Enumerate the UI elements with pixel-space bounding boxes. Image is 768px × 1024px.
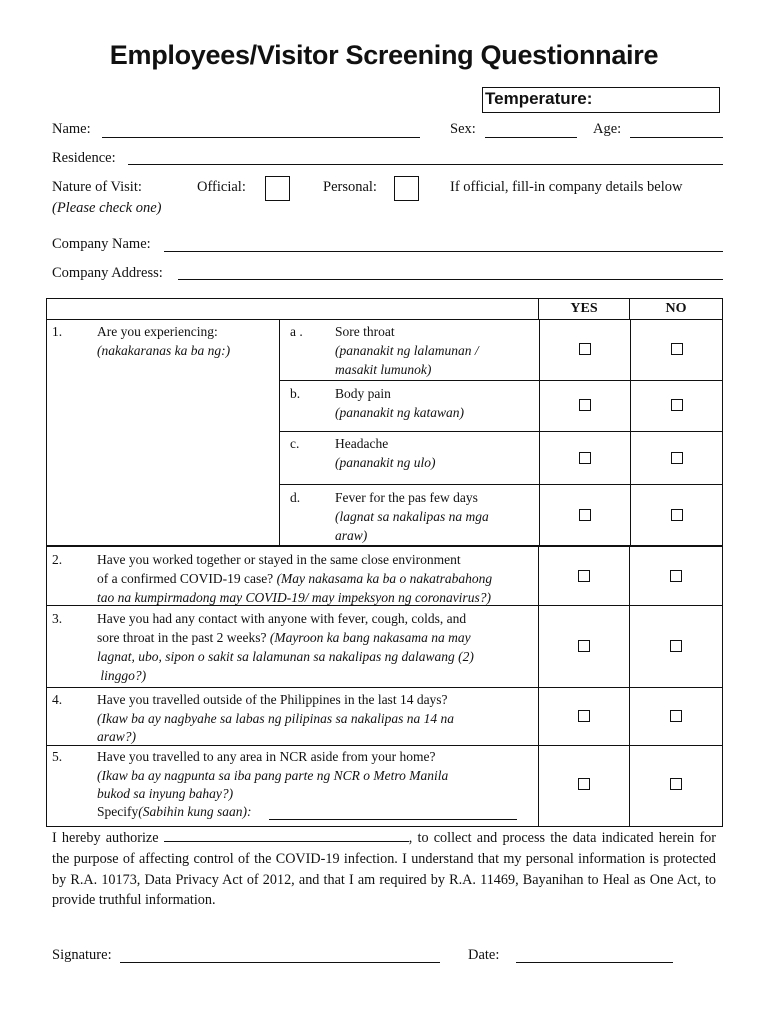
residence-field[interactable] xyxy=(128,164,723,165)
subitem-a-yes-cell xyxy=(539,320,630,380)
authorize-blank-field[interactable] xyxy=(164,828,409,842)
temperature-field[interactable] xyxy=(482,87,720,113)
question-1-text-tl: (nakakaranas ka ba ng:) xyxy=(97,343,231,358)
question-4-line1: Have you travelled outside of the Philippines in the last 14 days? xyxy=(97,692,448,707)
question-5-yes-checkbox[interactable] xyxy=(578,778,590,790)
consent-part-1: I hereby authorize xyxy=(52,830,159,846)
subitem-d xyxy=(280,484,722,546)
question-4-line2: (Ikaw ba ay nagbyahe sa labas ng pilipinas sa nakalipas na 14 na xyxy=(97,711,454,726)
subitem-b-text: Body pain xyxy=(335,386,391,401)
question-5-line2: (Ikaw ba ay nagpunta sa iba pang parte ng NCR o Metro Manila xyxy=(97,768,449,783)
question-3-line2 xyxy=(97,628,471,647)
question-3-line1: Have you had any contact with anyone with fever, cough, colds, and xyxy=(97,611,467,626)
question-3-line4: linggo?) xyxy=(97,668,147,683)
subitem-a-no-checkbox[interactable] xyxy=(671,343,683,355)
date-label: Date: xyxy=(468,947,500,963)
official-label: Official: xyxy=(197,179,246,195)
question-5-yes-cell xyxy=(538,746,629,826)
question-3-line2-en: sore throat in the past 2 weeks? xyxy=(97,630,270,645)
sex-label: Sex: xyxy=(450,121,476,137)
age-label: Age: xyxy=(593,121,622,137)
question-2-line2-en: of a confirmed COVID-19 case? xyxy=(97,571,277,586)
company-name-label: Company Name: xyxy=(52,236,151,252)
subitem-d-yes-checkbox[interactable] xyxy=(579,509,591,521)
subitem-b-text-tl: (pananakit ng katawan) xyxy=(335,405,464,420)
signature-field[interactable] xyxy=(120,962,440,963)
company-address-field[interactable] xyxy=(178,279,723,280)
check-one-note: (Please check one) xyxy=(52,200,162,216)
official-checkbox[interactable] xyxy=(265,176,290,201)
question-1-subitems xyxy=(279,320,722,545)
question-2-line2-tl: (May nakasama ka ba o nakatrabahong xyxy=(276,571,493,586)
subitem-d-no-cell xyxy=(630,485,723,546)
question-5-no-cell xyxy=(629,746,722,826)
subitem-b-yes-checkbox[interactable] xyxy=(579,399,591,411)
question-5-specify xyxy=(97,802,251,821)
question-5-no-checkbox[interactable] xyxy=(670,778,682,790)
question-4-no-cell xyxy=(629,688,722,745)
nature-of-visit-label: Nature of Visit: xyxy=(52,179,142,195)
name-field[interactable] xyxy=(102,137,420,138)
subitem-c-yes-cell xyxy=(539,432,630,485)
consent-part-2: , to collect and process the data indicated herein for the purpose of affecting control of the COVID-19 infection. I understand that my personal information is protected by R.A. 10173, Data Privacy Act of 2012, and that I am required by R.A. 11469, Bayanihan to Heal as One Act, to provide truthful information. xyxy=(52,830,717,909)
question-3-no-checkbox[interactable] xyxy=(670,640,682,652)
subitem-c-no-checkbox[interactable] xyxy=(671,452,683,464)
question-2-no-cell xyxy=(629,547,722,605)
subitem-a-yes-checkbox[interactable] xyxy=(579,343,591,355)
personal-checkbox[interactable] xyxy=(394,176,419,201)
table-header-row xyxy=(47,299,722,319)
question-5-line1: Have you travelled to any area in NCR aside from your home? xyxy=(97,749,436,764)
subitem-d-no-checkbox[interactable] xyxy=(671,509,683,521)
subitem-d-yes-cell xyxy=(539,485,630,546)
question-3-yes-cell xyxy=(538,606,629,687)
question-4-yes-cell xyxy=(538,688,629,745)
question-3-row xyxy=(47,605,722,687)
subitem-b xyxy=(280,380,722,432)
date-field[interactable] xyxy=(516,962,673,963)
question-3-number: 3. xyxy=(52,611,63,626)
subitem-c-text-tl: (pananakit ng ulo) xyxy=(335,455,436,470)
subitem-b-yes-cell xyxy=(539,381,630,432)
question-2-line3: tao na kumpirmadong may COVID-19/ may impeksyon ng coronavirus?) xyxy=(97,590,491,605)
question-1-row xyxy=(47,319,722,545)
question-1-number: 1. xyxy=(52,324,63,339)
age-field[interactable] xyxy=(630,137,723,138)
question-4-row xyxy=(47,687,722,745)
subitem-a-text-tl: (pananakit ng lalamunan / masakit lumunok) xyxy=(335,343,479,377)
subitem-b-no-cell xyxy=(630,381,723,432)
subitem-c-letter: c. xyxy=(290,436,300,451)
question-2-line2 xyxy=(97,569,492,588)
question-5-specify-label: Specify xyxy=(97,804,139,819)
question-2-yes-cell xyxy=(538,547,629,605)
question-2-yes-checkbox[interactable] xyxy=(578,570,590,582)
question-5-line3: bukod sa inyung bahay?) xyxy=(97,786,234,801)
consent-paragraph xyxy=(52,828,716,911)
yes-header: YES xyxy=(538,299,629,319)
subitem-d-text: Fever for the pas few days xyxy=(335,490,478,505)
question-4-number: 4. xyxy=(52,692,63,707)
official-note: If official, fill-in company details below xyxy=(450,179,683,195)
subitem-c-no-cell xyxy=(630,432,723,485)
signature-label: Signature: xyxy=(52,947,112,963)
question-2-number: 2. xyxy=(52,552,63,567)
screening-table xyxy=(46,298,723,827)
personal-label: Personal: xyxy=(323,179,377,195)
subitem-b-letter: b. xyxy=(290,386,301,401)
question-2-row xyxy=(47,545,722,605)
question-3-line2-tl: (Mayroon ka bang nakasama na may xyxy=(269,630,471,645)
no-header: NO xyxy=(629,299,722,319)
question-5-row xyxy=(47,745,722,826)
question-1-text: Are you experiencing: xyxy=(97,324,218,339)
question-5-specify-field[interactable] xyxy=(269,819,517,820)
question-5-number: 5. xyxy=(52,749,63,764)
residence-label: Residence: xyxy=(52,150,116,166)
subitem-c-yes-checkbox[interactable] xyxy=(579,452,591,464)
sex-field[interactable] xyxy=(485,137,577,138)
subitem-b-no-checkbox[interactable] xyxy=(671,399,683,411)
subitem-c xyxy=(280,431,722,485)
question-5-specify-tl: (Sabihin kung saan): xyxy=(138,804,252,819)
subitem-a-letter: a . xyxy=(290,324,303,339)
question-3-line3: lagnat, ubo, sipon o sakit sa lalamunan sa nakalipas ng dalawang (2) xyxy=(97,649,474,664)
page-title: Employees/Visitor Screening Questionnaire xyxy=(109,40,659,70)
question-4-yes-checkbox[interactable] xyxy=(578,710,590,722)
question-4-no-checkbox[interactable] xyxy=(670,710,682,722)
name-label: Name: xyxy=(52,121,91,137)
subitem-a-text: Sore throat xyxy=(335,324,395,339)
company-name-field[interactable] xyxy=(164,251,723,252)
temperature-label: Temperature: xyxy=(485,89,593,108)
question-2-no-checkbox[interactable] xyxy=(670,570,682,582)
question-2-line1: Have you worked together or stayed in the same close environment xyxy=(97,552,461,567)
subitem-a-no-cell xyxy=(630,320,723,380)
subitem-c-text: Headache xyxy=(335,436,389,451)
subitem-d-letter: d. xyxy=(290,490,301,505)
question-3-yes-checkbox[interactable] xyxy=(578,640,590,652)
question-4-line3: araw?) xyxy=(97,729,137,744)
company-address-label: Company Address: xyxy=(52,265,163,281)
subitem-a xyxy=(280,320,722,380)
question-3-no-cell xyxy=(629,606,722,687)
subitem-d-text-tl: (lagnat sa nakalipas na mga araw) xyxy=(335,509,489,543)
